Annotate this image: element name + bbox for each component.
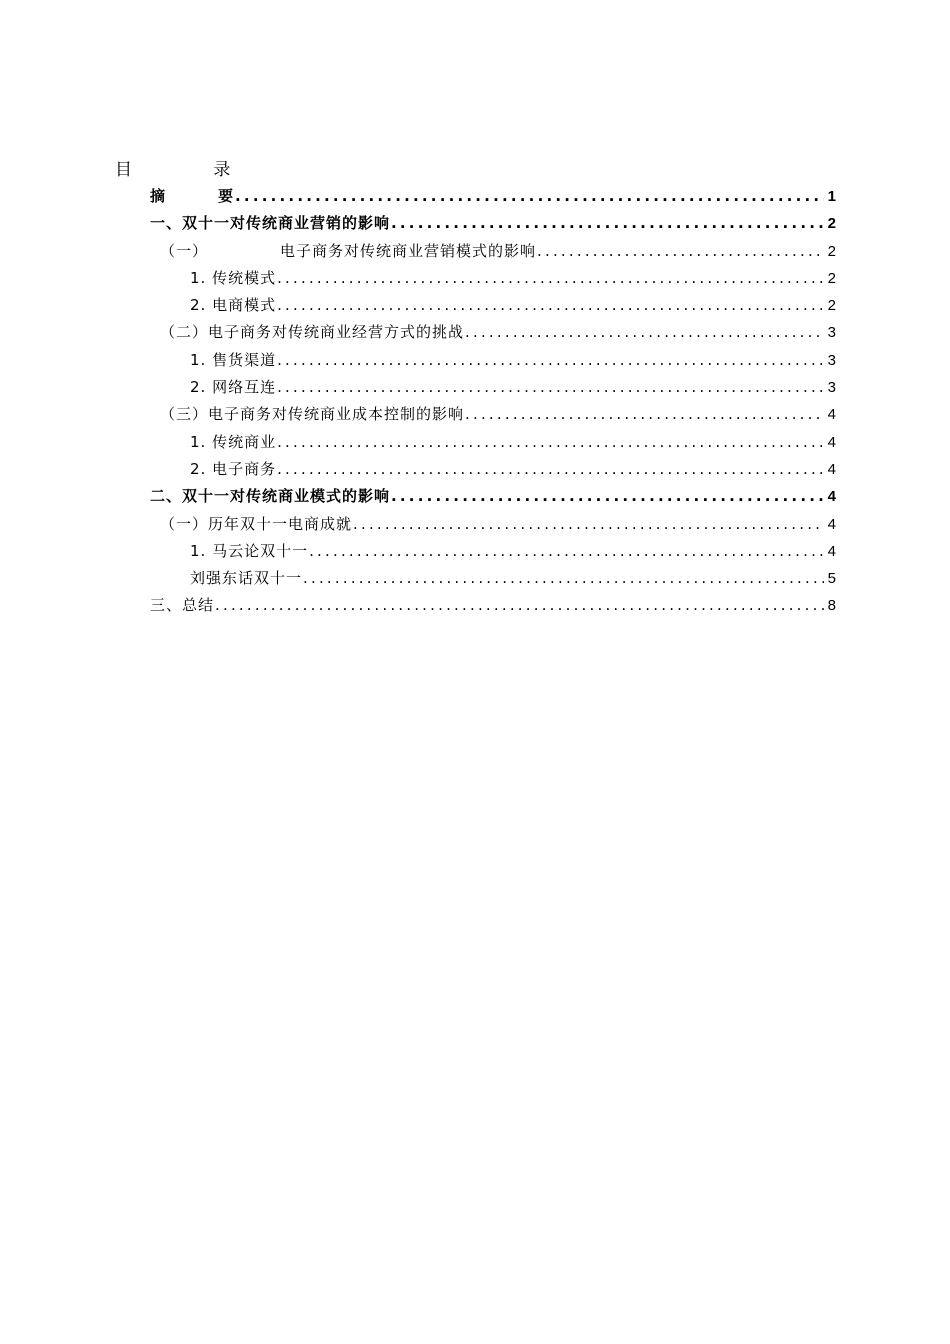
toc-entry-label: 1. 售货渠道	[190, 350, 277, 369]
toc-entry-section-1-1-2[interactable]	[150, 294, 836, 321]
toc-entry-label: 1. 传统商业	[190, 432, 277, 451]
toc-dot-leader	[537, 242, 824, 260]
toc-dot-leader	[277, 269, 824, 287]
toc-entry-label: （二）电子商务对传统商业经营方式的挑战	[160, 323, 465, 342]
toc-entry-section-1-3-2[interactable]	[150, 458, 836, 485]
toc-page-number: 8	[827, 597, 836, 615]
toc-entry-label: 一、双十一对传统商业营销的影响	[150, 214, 391, 233]
toc-dot-leader	[277, 351, 824, 369]
toc-dot-leader	[277, 378, 824, 396]
toc-page-number: 4	[827, 460, 836, 478]
toc-page-number: 2	[827, 242, 836, 260]
toc-dot-leader	[277, 433, 824, 451]
toc-page-number: 3	[827, 351, 836, 369]
toc-entry-label: 2. 网络互连	[190, 378, 277, 397]
toc-entry-section-1-1[interactable]	[150, 240, 836, 267]
toc-page-number: 4	[827, 406, 836, 424]
toc-entry-label: （三）电子商务对传统商业成本控制的影响	[160, 405, 465, 424]
toc-heading: 目 录	[115, 160, 269, 180]
toc-entry-label: （一） 电子商务对传统商业营销模式的影响	[160, 241, 537, 260]
toc-page-number: 3	[827, 324, 836, 342]
toc-entry-section-1-2[interactable]	[150, 321, 836, 348]
toc-entry-label: 2. 电商模式	[190, 296, 277, 315]
toc-page-number: 3	[827, 379, 836, 397]
toc-entry-section-1-1-1[interactable]	[150, 267, 836, 294]
toc-dot-leader	[235, 187, 824, 205]
toc-dot-leader	[353, 515, 824, 533]
toc-page-number: 4	[827, 515, 836, 533]
toc-entry-section-1-2-1[interactable]	[150, 349, 836, 376]
toc-entry-label: 刘强东话双十一	[190, 569, 303, 588]
table-of-contents	[150, 185, 836, 622]
toc-page-number: 4	[827, 488, 836, 506]
toc-entry-label: 1. 传统模式	[190, 268, 277, 287]
toc-entry-label: 二、双十一对传统商业模式的影响	[150, 487, 391, 506]
toc-entry-section-2-1[interactable]	[150, 513, 836, 540]
toc-dot-leader	[277, 460, 824, 478]
toc-entry-label: 三、总结	[150, 596, 215, 615]
toc-entry-section-1-2-2[interactable]	[150, 376, 836, 403]
toc-entry-section-1[interactable]	[150, 212, 836, 239]
toc-entry-abstract[interactable]	[150, 185, 836, 212]
toc-entry-section-2-1-2[interactable]	[150, 567, 836, 594]
toc-page-number: 2	[827, 215, 836, 233]
toc-entry-section-2[interactable]	[150, 485, 836, 512]
toc-entry-section-3[interactable]	[150, 594, 836, 621]
toc-entry-label: 1. 马云论双十一	[190, 541, 309, 560]
toc-dot-leader	[391, 214, 824, 232]
toc-page-number: 2	[827, 269, 836, 287]
toc-page-number: 4	[827, 433, 836, 451]
toc-dot-leader	[465, 323, 824, 341]
toc-entry-section-2-1-1[interactable]	[150, 540, 836, 567]
toc-entry-label: （一）历年双十一电商成就	[160, 514, 353, 533]
toc-dot-leader	[391, 487, 824, 505]
toc-dot-leader	[309, 542, 824, 560]
toc-dot-leader	[277, 296, 824, 314]
toc-page-number: 4	[827, 542, 836, 560]
toc-entry-section-1-3-1[interactable]	[150, 431, 836, 458]
toc-dot-leader	[465, 405, 824, 423]
toc-dot-leader	[215, 596, 824, 614]
toc-entry-section-1-3[interactable]	[150, 403, 836, 430]
toc-page-number: 1	[827, 188, 836, 205]
toc-entry-label: 摘 要	[150, 187, 235, 205]
toc-dot-leader	[303, 569, 824, 587]
toc-page-number: 5	[827, 570, 836, 588]
toc-entry-label: 2. 电子商务	[190, 459, 277, 478]
toc-page-number: 2	[827, 297, 836, 315]
